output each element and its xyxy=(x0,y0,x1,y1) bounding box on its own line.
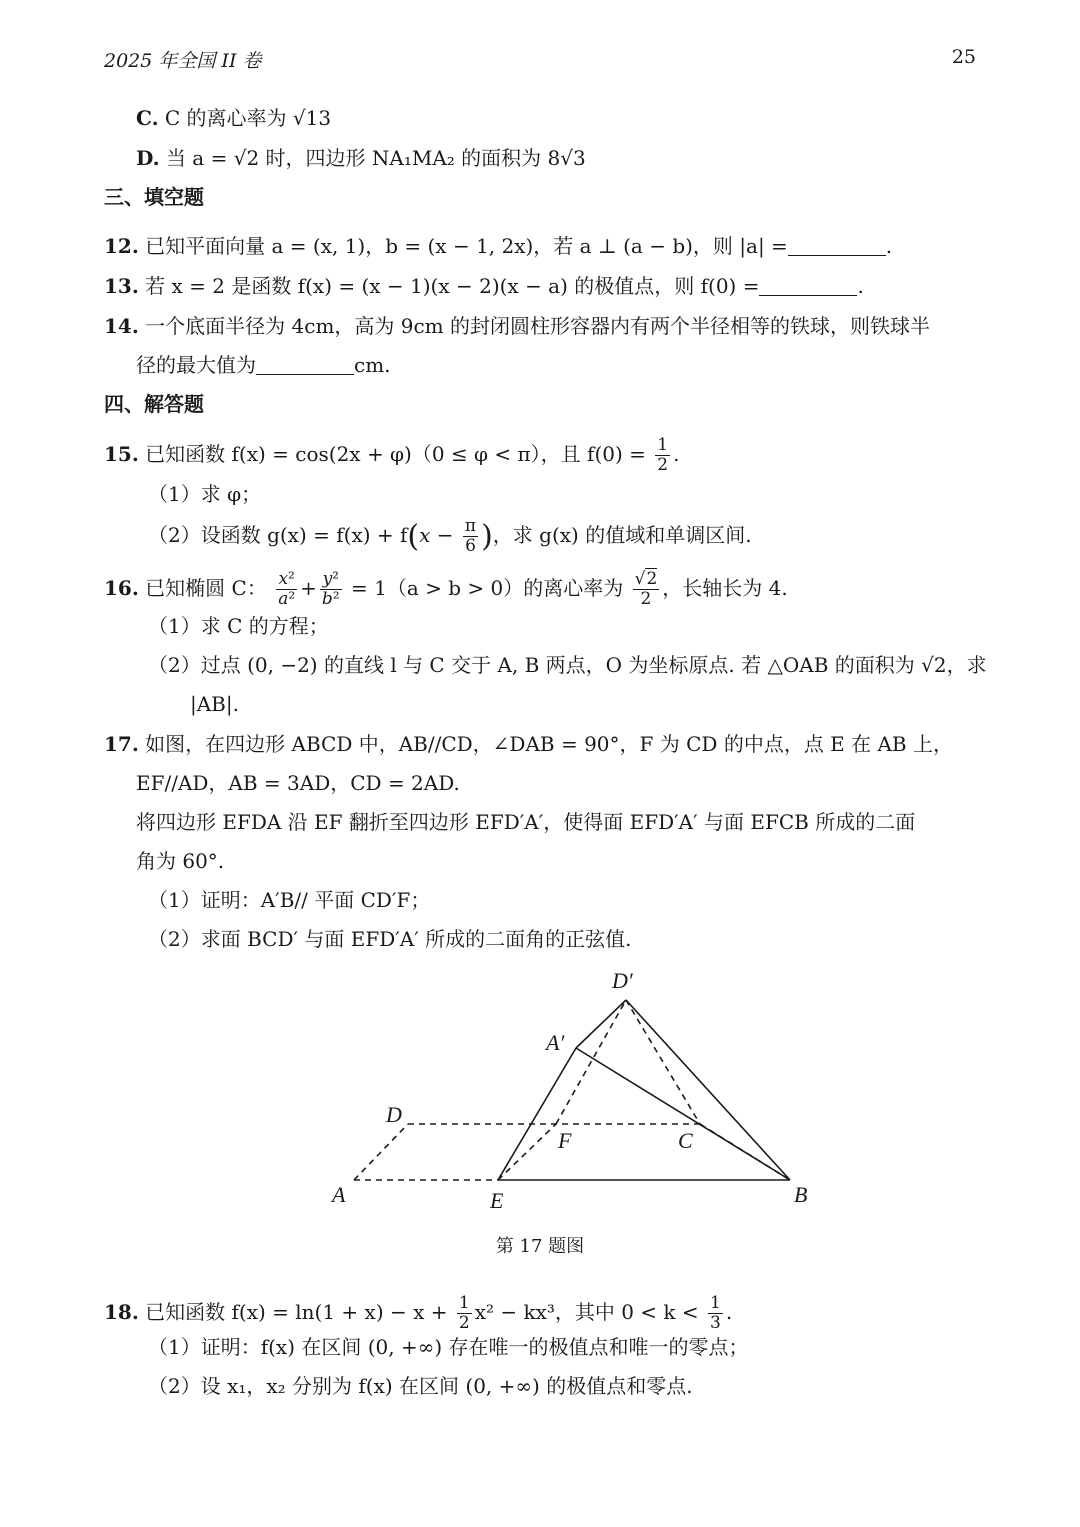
question-18-part-2: （2）设 x₁，x₂ 分别为 f(x) 在区间 (0, +∞) 的极值点和零点. xyxy=(148,1374,693,1398)
edge-DpC xyxy=(626,1000,700,1124)
section-fill-in: 三、填空题 xyxy=(104,185,204,209)
edge-EAp xyxy=(498,1048,576,1180)
question-number: 18. xyxy=(104,1300,139,1324)
option-c xyxy=(136,104,1080,132)
label-C: C xyxy=(678,1128,693,1153)
question-text: 已知函数 f(x) = cos(2x + φ)（0 ≤ φ < π），且 f(0) = xyxy=(145,442,646,466)
edge-AD xyxy=(354,1124,408,1180)
option-c-text: C 的离心率为 √13 xyxy=(164,106,332,130)
question-15 xyxy=(104,436,1080,475)
option-c-label: C. xyxy=(136,106,159,130)
question-text: 如图，在四边形 ABCD 中，AB//CD，∠DAB = 90°，F 为 CD 的中点，点 E 在 AB 上， xyxy=(145,732,953,756)
answer-blank xyxy=(788,235,886,256)
question-17-line-3: 将四边形 EFDA 沿 EF 翻折至四边形 EFD′A′，使得面 EFD′A′ 与面 EFCB 所成的二面 xyxy=(136,810,916,834)
question-16-part-1: （1）求 C 的方程； xyxy=(148,614,329,638)
numerator: 1 xyxy=(458,1293,470,1313)
page-number: 25 xyxy=(951,46,976,68)
question-17-line-2: EF//AD，AB = 3AD，CD = 2AD. xyxy=(136,771,460,795)
question-16-part-2: （2）过点 (0, −2) 的直线 l 与 C 交于 A, B 两点，O 为坐标原点. 若 △OAB 的面积为 √2，求 xyxy=(148,653,987,677)
period: . xyxy=(725,1300,733,1324)
denominator: 3 xyxy=(710,1313,721,1333)
question-text: 径的最大值为 xyxy=(136,353,256,377)
question-16: 16. 已知椭圆 C： $\frac{\text{x²}}{\text{a²}}$ + $\frac{\text{y²}}{\text{b²}}$ = 1（a > b > 0）的离心率为 $\frac{√2}{2}$ ，长轴长为 4. xyxy=(104,569,788,609)
question-14 xyxy=(104,312,1080,340)
question-text: 若 x = 2 是函数 f(x) = (x − 1)(x − 2)(x − a) 的极值点，则 f(0) = xyxy=(145,274,760,298)
question-12 xyxy=(104,232,1080,260)
question-18 xyxy=(104,1294,1080,1333)
label-A: A xyxy=(332,1182,346,1207)
question-text: x² − kx³，其中 0 < k < xyxy=(474,1300,699,1324)
label-Ap: A′ xyxy=(546,1030,565,1055)
option-d xyxy=(136,144,1080,172)
denominator: 2 xyxy=(640,589,652,609)
question-text: ，求 g(x) 的值域和单调区间. xyxy=(492,523,752,547)
question-text: 已知椭圆 C： xyxy=(145,576,267,600)
question-14-cont xyxy=(136,351,1080,379)
question-17 xyxy=(104,730,1080,758)
question-number: 17. xyxy=(104,732,139,756)
question-text: ，长轴长为 4. xyxy=(662,576,788,600)
edge-FDp xyxy=(556,1000,626,1124)
period: . xyxy=(857,274,864,298)
unit: cm. xyxy=(354,353,391,377)
option-d-label: D. xyxy=(136,146,160,170)
answer-blank xyxy=(256,354,354,375)
question-17-part-1: （1）证明：A′B// 平面 CD′F； xyxy=(148,888,431,912)
fraction xyxy=(708,1294,723,1333)
period: . xyxy=(673,442,680,466)
question-18-part-1: （1）证明：f(x) 在区间 (0, +∞) 存在唯一的极值点和唯一的零点； xyxy=(148,1335,749,1359)
question-number: 13. xyxy=(104,274,139,298)
option-d-text: 当 a = √2 时，四边形 NA₁MA₂ 的面积为 8√3 xyxy=(165,146,586,170)
figure-17 xyxy=(320,962,840,1222)
period: . xyxy=(885,234,893,258)
question-number: 14. xyxy=(104,314,139,338)
question-number: 12. xyxy=(104,234,139,258)
question-13 xyxy=(104,272,1080,300)
question-17-part-2: （2）求面 BCD′ 与面 EFD′A′ 所成的二面角的正弦值. xyxy=(148,927,632,951)
label-B: B xyxy=(794,1182,808,1207)
page-header xyxy=(104,46,976,76)
answer-blank xyxy=(759,275,857,296)
fraction-ecc: $\frac{√2}{2}$ xyxy=(634,569,658,609)
exam-title: 2025 年全国 II 卷 xyxy=(104,50,262,72)
fraction xyxy=(463,517,478,556)
fraction xyxy=(655,436,670,475)
edge-DpB xyxy=(626,1000,790,1180)
fraction-x: $\frac{\text{x²}}{\text{a²}}$ xyxy=(278,569,296,609)
section-answer: 四、解答题 xyxy=(104,392,204,416)
question-text: = 1（a > b > 0）的离心率为 xyxy=(344,576,624,600)
question-text: 一个底面半径为 4cm，高为 9cm 的封闭圆柱形容器内有两个半径相等的铁球，则铁球半 xyxy=(145,314,931,338)
question-text: 已知函数 f(x) = ln(1 + x) − x + xyxy=(145,1300,448,1324)
label-Dp: D′ xyxy=(612,968,633,993)
question-text: （2）设函数 g(x) = f(x) + f xyxy=(148,523,408,547)
question-17-line-4: 角为 60°. xyxy=(136,849,225,873)
question-number: 16. xyxy=(104,576,139,600)
question-text: 已知平面向量 a = (x, 1)，b = (x − 1, 2x)，若 a ⊥ (a − b)，则 |a| = xyxy=(145,234,788,258)
label-E: E xyxy=(490,1188,504,1213)
question-15-part-2: （2）设函数 g(x) = f(x) + f(x − $\frac{\pi}{6}$ )，求 g(x) 的值域和单调区间. xyxy=(148,516,752,556)
label-D: D xyxy=(386,1102,402,1127)
numerator: π xyxy=(464,516,477,536)
question-number: 15. xyxy=(104,442,139,466)
denominator: 2 xyxy=(657,455,669,475)
question-15-part-1: （1）求 φ； xyxy=(148,482,262,506)
denominator: 6 xyxy=(465,536,476,556)
denominator: 2 xyxy=(458,1313,470,1333)
geometry-diagram xyxy=(320,962,840,1222)
fraction xyxy=(457,1294,472,1333)
fraction-y: $\frac{\text{y²}}{\text{b²}}$ xyxy=(321,569,340,609)
question-16-part-2-cont: |AB|. xyxy=(190,692,239,716)
numerator: 1 xyxy=(657,435,669,455)
label-F: F xyxy=(558,1128,572,1153)
figure-caption: 第 17 题图 xyxy=(495,1236,585,1257)
numerator: 1 xyxy=(710,1293,721,1313)
edge-ApDp xyxy=(576,1000,626,1048)
